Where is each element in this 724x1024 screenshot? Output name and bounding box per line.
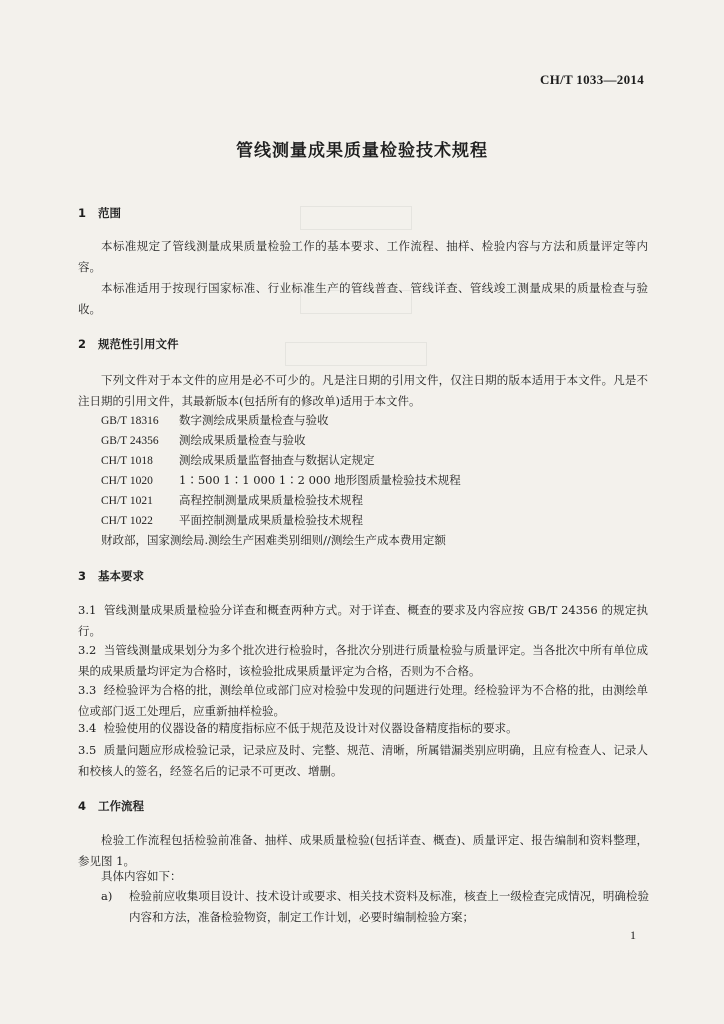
- show-through-box: [285, 342, 427, 366]
- clause-number: 3.4: [78, 721, 97, 735]
- clause-text: 当管线测量成果划分为多个批次进行检验时，各批次分别进行质量检验与质量评定。当各批次中所有单位成果的成果质量均评定为合格时，该检验批成果质量评定为合格，否则为不合格。: [78, 643, 649, 678]
- reference-item: [101, 490, 363, 512]
- section-title: 工作流程: [98, 799, 144, 813]
- clause-3-2: [78, 640, 648, 682]
- reference-item: [101, 430, 306, 452]
- document-title: 管线测量成果质量检验技术规程: [236, 141, 488, 161]
- clause-number: 3.5: [78, 743, 97, 757]
- section-number: 4: [78, 799, 87, 813]
- content-label: 具体内容如下：: [101, 869, 182, 883]
- clause-3-4: [78, 718, 648, 739]
- reference-name: 1∶500 1∶1 000 1∶2 000 地形图质量检验技术规程: [179, 473, 461, 487]
- section-2-heading: [78, 336, 179, 352]
- section-number: 2: [78, 337, 87, 351]
- reference-name: 平面控制测量成果质量检验技术规程: [179, 513, 363, 527]
- reference-item: [101, 450, 375, 472]
- clause-text: 经检验评为合格的批，测绘单位或部门应对检验中发现的问题进行处理。经检验评为不合格的批，由测绘单位或部门返工处理后，应重新抽样检验。: [78, 683, 649, 718]
- reference-code: CH/T 1018: [101, 455, 153, 467]
- reference-item: [101, 510, 363, 532]
- section-title: 规范性引用文件: [98, 337, 179, 351]
- section-title: 基本要求: [98, 569, 144, 583]
- reference-name: 高程控制测量成果质量检验技术规程: [179, 493, 363, 507]
- paragraph: 检验工作流程包括检验前准备、抽样、成果质量检验(包括详查、概查)、质量评定、报告编制和资料整理，参见图 1。: [78, 833, 648, 868]
- reference-item: [101, 470, 461, 492]
- clause-3-5: [78, 740, 648, 782]
- clause-text: 质量问题应形成检验记录，记录应及时、完整、规范、清晰，所属错漏类别应明确，且应有检查人、记录人和校核人的签名，经签名后的记录不可更改、增删。: [78, 743, 649, 778]
- section-title: 范围: [98, 206, 121, 220]
- reference-code: CH/T 1022: [101, 515, 153, 527]
- clause-number: 3.1: [78, 603, 97, 617]
- section-number: 3: [78, 569, 87, 583]
- list-item-label: a): [101, 889, 113, 903]
- clause-text: 管线测量成果质量检验分详查和概查两种方式。对于详查、概查的要求及内容应按 GB/T 24356 的规定执行。: [78, 603, 649, 638]
- show-through-box: [300, 206, 412, 230]
- standard-number: CH/T 1033—2014: [540, 72, 644, 87]
- reference-extra: 财政部，国家测绘局.测绘生产困难类别细则//测绘生产成本费用定额: [101, 533, 446, 547]
- clause-text: 检验使用的仪器设备的精度指标应不低于规范及设计对仪器设备精度指标的要求。: [103, 721, 518, 735]
- reference-code: CH/T 1020: [101, 475, 153, 487]
- section-1-heading: [78, 205, 121, 221]
- reference-name: 测绘成果质量监督抽查与数据认定规定: [179, 453, 375, 467]
- clause-number: 3.3: [78, 683, 97, 697]
- paragraph: 本标准规定了管线测量成果质量检验工作的基本要求、工作流程、抽样、检验内容与方法和质量评定等内容。: [78, 239, 648, 274]
- reference-name: 测绘成果质量检查与验收: [179, 433, 306, 447]
- paragraph: 下列文件对于本文件的应用是必不可少的。凡是注日期的引用文件，仅注日期的版本适用于本文件。凡是不注日期的引用文件，其最新版本(包括所有的修改单)适用于本文件。: [78, 373, 648, 408]
- clause-3-1: [78, 600, 648, 642]
- reference-code: CH/T 1021: [101, 495, 153, 507]
- clause-3-3: [78, 680, 648, 722]
- list-item: [101, 886, 649, 928]
- reference-item: [101, 410, 329, 432]
- reference-name: 数字测绘成果质量检查与验收: [179, 413, 329, 427]
- page-number: 1: [630, 928, 636, 942]
- list-item-text: 检验前应收集项目设计、技术设计或要求、相关技术资料及标准，核查上一级检查完成情况，明确检验内容和方法，准备检验物资，制定工作计划，必要时编制检验方案；: [129, 889, 649, 924]
- reference-code: GB/T 24356: [101, 435, 159, 447]
- clause-number: 3.2: [78, 643, 97, 657]
- reference-code: GB/T 18316: [101, 415, 159, 427]
- section-number: 1: [78, 206, 87, 220]
- paragraph: 本标准适用于按现行国家标准、行业标准生产的管线普查、管线详查、管线竣工测量成果的质量检查与验收。: [78, 281, 648, 316]
- section-3-heading: [78, 568, 144, 584]
- section-4-heading: [78, 798, 144, 814]
